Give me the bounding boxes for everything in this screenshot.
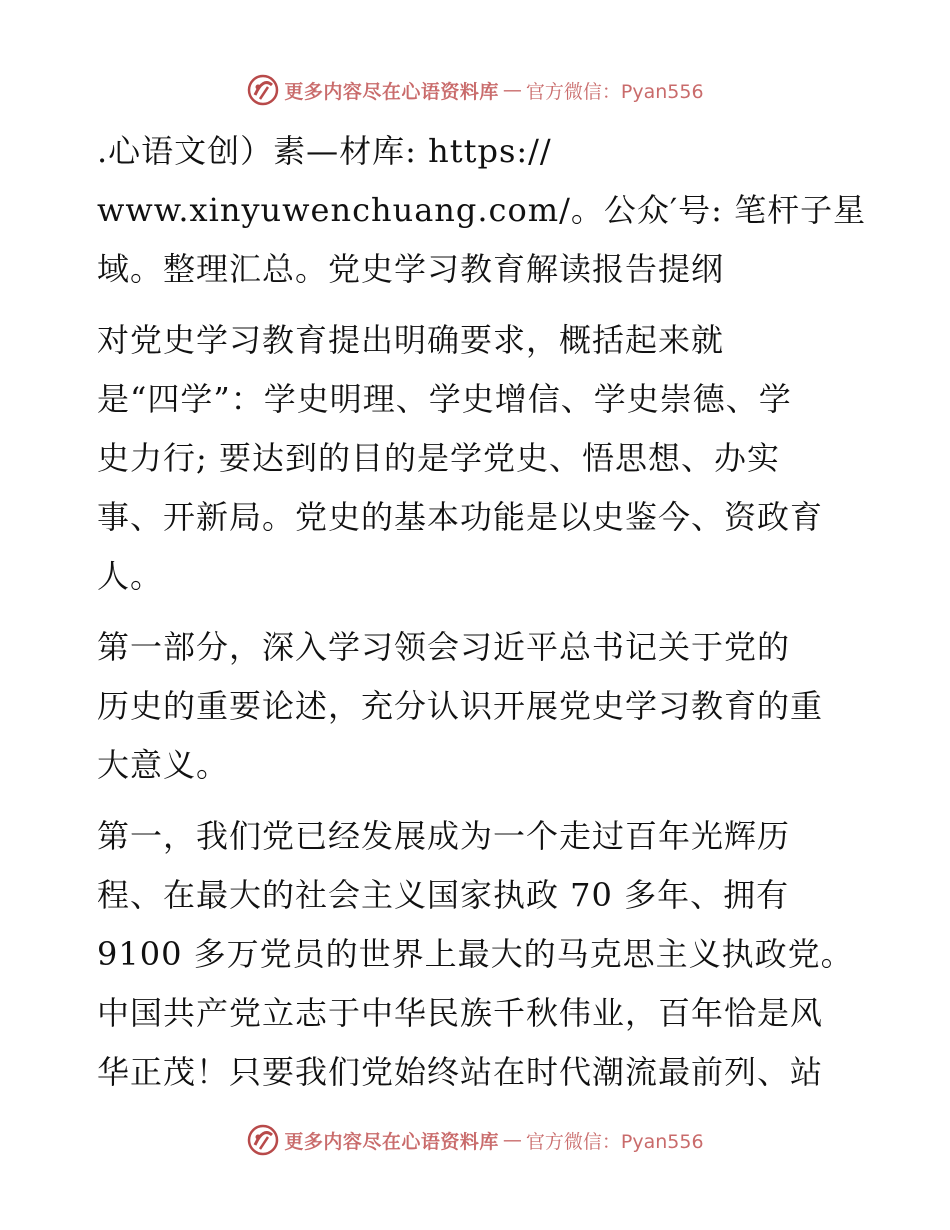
- text-line: 域。整理汇总。党史学习教育解读报告提纲: [97, 250, 725, 288]
- text-line: 对党史学习教育提出明确要求，概括起来就: [97, 321, 725, 359]
- header-banner-content: [246, 73, 703, 107]
- text-line: 人。: [97, 557, 164, 595]
- paragraph: [97, 311, 857, 606]
- banner-title: 更多内容尽在心语资料库: [284, 1130, 499, 1153]
- text-line: 是“四学”：学史明理、学史增信、学史崇德、学: [97, 380, 792, 418]
- document-body: [97, 122, 867, 1102]
- footer-banner: [0, 1120, 950, 1160]
- text-line: www.xinyuwenchuang.com/。公众′号: 笔杆子星: [97, 191, 867, 229]
- banner-title: 更多内容尽在心语资料库: [284, 80, 499, 103]
- banner-separator: —: [502, 1129, 522, 1151]
- text-line: 第一，我们党已经发展成为一个走过百年光辉历: [97, 817, 791, 855]
- header-banner: [0, 70, 950, 110]
- banner-wechat: 官方微信：Pyan556: [525, 1130, 704, 1153]
- text-line: 中国共产党立志于中华民族千秋伟业，百年恰是风: [97, 994, 824, 1032]
- banner-separator: —: [502, 79, 522, 101]
- paragraph: [97, 807, 857, 1102]
- text-line: 9100 多万党员的世界上最大的马克思主义执政党。: [97, 935, 854, 973]
- text-line: 历史的重要论述，充分认识开展党史学习教育的重: [97, 687, 824, 725]
- text-line: 大意义。: [97, 746, 230, 784]
- text-line: 史力行; 要达到的目的是学党史、悟思想、办实: [97, 439, 780, 477]
- footer-banner-content: [246, 1123, 703, 1157]
- brand-logo-icon: [246, 73, 280, 107]
- text-line: 华正茂！只要我们党始终站在时代潮流最前列、站: [97, 1053, 824, 1091]
- text-line: .心语文创）素—材库: https://: [97, 132, 552, 170]
- banner-wechat: 官方微信：Pyan556: [525, 80, 704, 103]
- text-line: 程、在最大的社会主义国家执政 70 多年、拥有: [97, 876, 790, 914]
- paragraph: [97, 618, 857, 795]
- paragraph: [97, 122, 867, 299]
- brand-logo-icon: [246, 1123, 280, 1157]
- text-line: 事、开新局。党史的基本功能是以史鉴今、资政育: [97, 498, 824, 536]
- text-line: 第一部分，深入学习领会习近平总书记关于党的: [97, 628, 791, 666]
